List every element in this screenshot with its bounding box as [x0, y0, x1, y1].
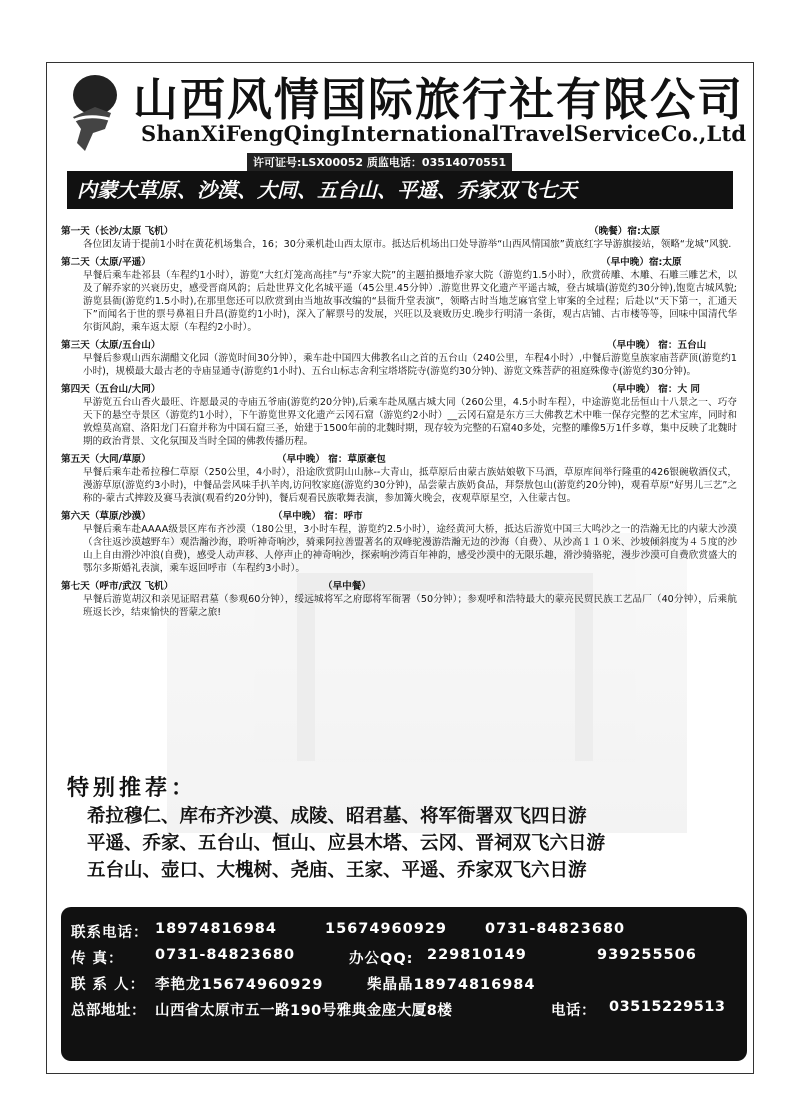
day-meal: （早中晚）宿:太原: [601, 257, 682, 268]
day-title: 第七天（呼市/武汉 飞机）: [61, 581, 174, 592]
day-5: [61, 453, 737, 505]
day-description: 早餐后游览胡汉和亲见证昭君墓（参观60分钟），绥远城将军之府邸将军衙署（50分钟）；参观呼和浩特最大的蒙亮民贸民族工艺品厂（40分钟），后乘航班返长沙，结束愉快的晋蒙之旅!: [83, 594, 737, 618]
phone-label: 联系电话：: [71, 925, 149, 941]
day-1: [61, 225, 737, 251]
day-2: [61, 256, 737, 334]
contact-person-row: [71, 973, 536, 994]
day-title: 第三天（太原/五台山）: [61, 340, 161, 351]
recommend-item: 平遥、乔家、五台山、恒山、应县木塔、云冈、晋祠双飞六日游: [87, 833, 606, 854]
day-meal: （早中晚） 宿：五台山: [607, 340, 707, 351]
day-description: 早游览五台山香火最旺、许愿最灵的寺庙五爷庙(游览约20分钟),后乘车赴凤凰古城大同（260公里，4.5小时车程），中途游览北岳恒山十八景之一、巧夺天下的悬空寺景区（游览约1小时），下午游览世界文化遗产云冈石窟（游览约2小时）__云冈石窟是东方三大佛教艺术中唯一保存完整的艺术宝库，同时和敦煌莫高窟、洛阳龙门石窟并称为中国石窟三圣，始建于1500年前的北魏时期，现存较为完整的石窟40多处，完整的雕像5万1仟多尊，集中反映了北魏时期的政治背景、文化氛围及当时全国的佛教传播历程。: [83, 397, 737, 447]
tel-label: 电话：: [551, 1003, 596, 1019]
itinerary: [61, 225, 737, 624]
contact-panel: [61, 907, 747, 1061]
day-6: [61, 510, 737, 575]
recommend-item: 希拉穆仁、库布齐沙漠、成陵、昭君墓、将军衙署双飞四日游: [87, 806, 587, 827]
day-4: [61, 383, 737, 448]
company-english-name: ShanXiFengQingInternationalTravelServiceCo.,Ltd: [141, 121, 747, 146]
contact-person-2: 柴晶晶18974816984: [367, 977, 536, 993]
recommend-title: 特别推荐：: [67, 775, 198, 801]
address-text: 山西省太原市五一路190号雅典金座大厦8楼: [155, 1003, 453, 1019]
flyer-frame: [46, 62, 754, 1074]
company-name-title: 山西风情国际旅行社有限公司: [133, 73, 745, 126]
address-label: 总部地址：: [71, 1003, 146, 1019]
recommend-item: 五台山、壶口、大槐树、尧庙、王家、平遥、乔家双飞六日游: [87, 860, 587, 881]
day-title: 第六天（草原/沙漠）: [61, 511, 151, 522]
day-3: [61, 339, 737, 378]
day-title: 第二天（太原/平遥）: [61, 257, 151, 268]
tel-number: 03515229513: [609, 999, 726, 1015]
person-label: 联 系 人：: [71, 977, 146, 993]
day-description: 早餐后参观山西东湖醋文化园（游览时间30分钟），乘车赴中国四大佛教名山之首的五台山（240公里，车程4小时）,中餐后游览皇族家庙菩萨顶(游览约1小时)，规模最大最古老的寺庙显通寺(游览约1小时)、五台山标志舍利宝塔塔院寺(游览约30分钟)、游览文殊菩萨的祖庭殊像寺(游览约30分钟)。: [83, 353, 737, 377]
day-description: 早餐后乘车赴希拉穆仁草原（250公里，4小时），沿途欣赏阴山山脉--大青山，抵草原后由蒙古族姑娘敬下马酒，草原库间举行隆重的426银碗敬酒仪式，漫游草原(游览约3小时)，中餐品尝风味手扒羊肉,访问牧家庭(游览约30分钟)，品尝蒙古族奶食品，拜祭敖包山(游览约20分钟)，观看草原“好男儿三艺”之称的-蒙古式摔跤及赛马表演(观看约20分钟)，餐后观看民族歌舞表演，参加篝火晚会，夜观草原星空，入住蒙古包。: [83, 467, 737, 504]
company-logo-icon: [65, 73, 123, 159]
day-7: [61, 580, 737, 619]
day-description: 各位团友请于提前1小时在黄花机场集合，16；30分乘机赴山西太原市。抵达后机场出口处导游举“山西风情国旅”黄底红字导游旗接站，领略“龙城”风貌.: [83, 239, 732, 250]
day-title: 第五天（大同/草原）: [61, 454, 151, 465]
license-and-hotline: 许可证号:LSX00052 质监电话：03514070551: [247, 153, 512, 171]
contact-phones-row: [71, 921, 626, 942]
phone-3: 0731-84823680: [485, 921, 626, 937]
contact-address-row: [71, 999, 726, 1020]
day-meal: （早中餐）: [323, 581, 371, 592]
fax-label: 传 真：: [71, 951, 124, 967]
day-meal: （早中晚） 宿：呼市: [273, 511, 363, 522]
day-meal: （早中晚） 宿：大 同: [607, 384, 701, 395]
route-title-banner: 内蒙大草原、沙漠、大同、五台山、平遥、乔家双飞七天: [67, 171, 733, 209]
day-description: 早餐后乘车赴祁县（车程约1小时），游览“大红灯笼高高挂”与“乔家大院”的主题拍摄地乔家大院（游览约1.5小时），欣赏砖雕、木雕、石雕三雕艺术，以及了解乔家的兴衰历史，感受晋商风韵；后赴世界文化名城平遥（45公里.45分钟）.游览世界文化遗产平遥古城，登古城墙(游览约30分钟),饱览古城风貌;游览县衙(游览约1.5小时),在那里您还可以欣赏到由当地故事改编的“县衙升堂表演”，领略古时当地芝麻官堂上审案的全过程；后赴以“天下第一，汇通天下”而闻名于世的票号鼻祖日升昌(游览约1小时)，深入了解票号的发展，兴旺以及衰败历史.晚步行明清一条街，观古店铺、古市楼等等，回味中国清代华尔街风韵，乘车返太原（车程约2小时）。: [83, 270, 737, 333]
phone-2: 15674960929: [325, 921, 447, 937]
day-meal: （早中晚） 宿：草原豪包: [277, 454, 386, 465]
day-title: 第一天（长沙/太原 飞机）: [61, 226, 174, 237]
qq-number: 229810149: [427, 947, 527, 963]
day-meal: （晚餐）宿:太原: [589, 226, 660, 237]
recommend-list: [87, 803, 605, 884]
day-title: 第四天（五台山/大同）: [61, 384, 161, 395]
fax-number: 0731-84823680: [155, 947, 296, 963]
contact-fax-row: [71, 947, 697, 968]
qq-label: 办公QQ:: [349, 951, 414, 967]
phone-1: 18974816984: [155, 921, 277, 937]
contact-person-1: 李艳龙15674960929: [155, 977, 324, 993]
qq-number-2: 939255506: [597, 947, 697, 963]
day-description: 早餐后乘车赴AAAA级景区库布齐沙漠（180公里，3小时车程，游览约2.5小时），途经黄河大桥，抵达后游览中国三大鸣沙之一的浩瀚无比的内蒙大沙漠（含往返沙漠越野车）观浩瀚沙海，聆听神奇响沙，骑乘阿拉善盟著名的双峰驼漫游浩瀚无边的沙海（自费）、从沙高１１０米、沙坡倾斜度为４５度的沙山上自由滑沙冲浪(自费)，感受人动声移、人停声止的神奇响沙，探索响沙湾百年神韵，感受沙漠中的无限乐趣，滑沙骑骆驼，漫步沙漠可自费欣赏盛大的鄂尔多斯婚礼表演，乘车返回呼市（车程约3小时）。: [83, 524, 737, 574]
